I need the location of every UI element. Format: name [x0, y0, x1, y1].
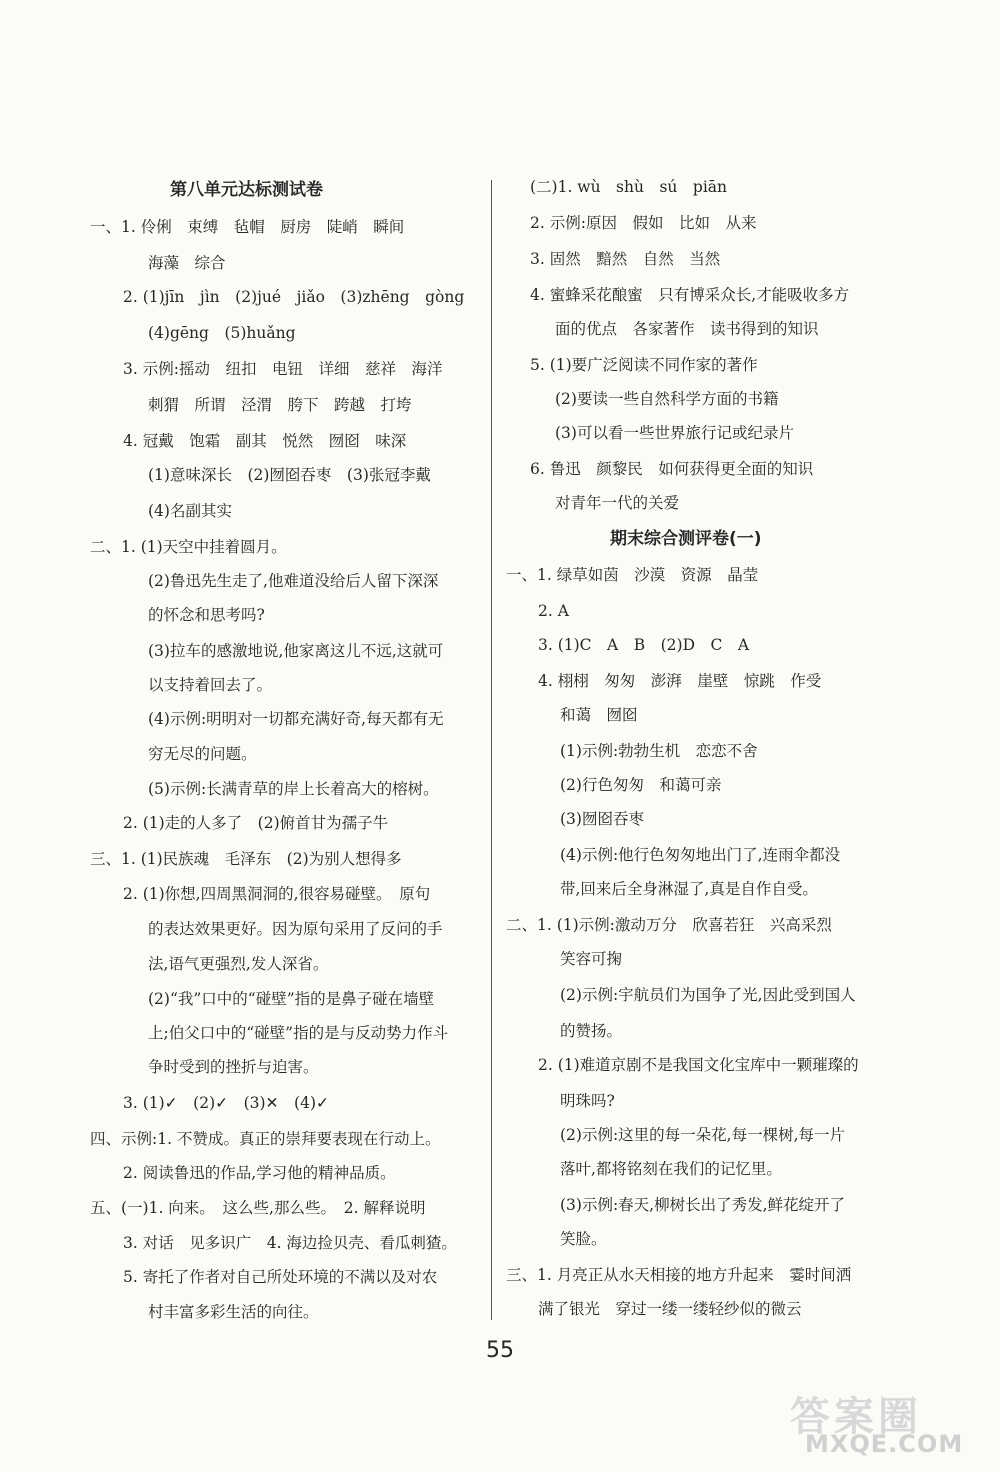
answer-line: 4. 蜜蜂采花酿蜜 只有博采众长,才能吸收多方	[530, 286, 850, 304]
answer-line: 上;伯父口中的“碰壁”指的是与反动势力作斗	[148, 1024, 449, 1042]
answer-line: 穷无尽的问题。	[148, 745, 257, 763]
answer-line: 2. (1)你想,四周黑洞洞的,很容易碰壁。 原句	[123, 885, 431, 903]
answer-line: (2)要读一些自然科学方面的书籍	[555, 390, 779, 408]
watermark-url: MXQE.COM	[805, 1430, 964, 1458]
answer-line: 海藻 综合	[148, 254, 226, 272]
answer-line: 一、1. 伶俐 束缚 毡帽 厨房 陡峭 瞬间	[90, 218, 405, 236]
answer-line: 满了银光 穿过一缕一缕轻纱似的微云	[538, 1300, 802, 1318]
answer-line: (3)可以看一些世界旅行记或纪录片	[555, 424, 794, 442]
answer-line: 的赞扬。	[560, 1022, 623, 1040]
answer-line: 2. 示例:原因 假如 比如 从来	[530, 214, 757, 232]
answer-line: 5. 寄托了作者对自己所处环境的不满以及对农	[123, 1268, 438, 1286]
answer-line: 3. 示例:摇动 纽扣 电钮 详细 慈祥 海洋	[123, 360, 443, 378]
answer-line: 5. (1)要广泛阅读不同作家的著作	[530, 356, 758, 374]
column-divider	[491, 180, 492, 1320]
answer-line: (4)名副其实	[148, 502, 232, 520]
answer-line: 一、1. 绿草如茵 沙漠 资源 晶莹	[506, 566, 759, 584]
answer-line: 法,语气更强烈,发人深省。	[148, 955, 329, 973]
answer-line: (2)行色匆匆 和蔼可亲	[560, 776, 722, 794]
answer-line: (4)gēng (5)huǎng	[148, 324, 296, 342]
answer-line: 面的优点 各家著作 读书得到的知识	[555, 320, 819, 338]
answer-line: (2)示例:这里的每一朵花,每一棵树,每一片	[560, 1126, 846, 1144]
answer-line: 2. A	[538, 602, 569, 620]
answer-line: 以支持着回去了。	[148, 676, 273, 694]
answer-line: 三、1. (1)民族魂 毛泽东 (2)为别人想得多	[90, 850, 402, 868]
answer-line: 3. (1)C A B (2)D C A	[538, 636, 750, 654]
answer-line: 2. 阅读鲁迅的作品,学习他的精神品质。	[123, 1164, 396, 1182]
answer-line: (4)示例:明明对一切都充满好奇,每天都有无	[148, 710, 444, 728]
answer-line: 村丰富多彩生活的向往。	[148, 1303, 319, 1321]
watermark-logo: 答案圈	[790, 1394, 922, 1440]
answer-line: 4. 栩栩 匆匆 澎湃 崖壁 惊跳 作受	[538, 672, 822, 690]
answer-line: 的怀念和思考吗?	[148, 606, 265, 624]
answer-line: 明珠吗?	[560, 1092, 615, 1110]
answer-line: 五、(一)1. 向来。 这么些,那么些。 2. 解释说明	[90, 1199, 426, 1217]
answer-line: (3)囫囵吞枣	[560, 810, 644, 828]
answer-line: 争时受到的挫折与迫害。	[148, 1058, 319, 1076]
answer-line: (5)示例:长满青草的岸上长着高大的榕树。	[148, 780, 439, 798]
answer-line: (2)“我”口中的“碰壁”指的是鼻子碰在墙壁	[148, 990, 435, 1008]
section-title-final-exam: 期末综合测评卷(一)	[610, 529, 762, 549]
answer-line: 6. 鲁迅 颜黎民 如何获得更全面的知识	[530, 460, 814, 478]
answer-line: 落叶,都将铭刻在我们的记忆里。	[560, 1160, 782, 1178]
answer-line: 二、1. (1)天空中挂着圆月。	[90, 538, 287, 556]
answer-line: 对青年一代的关爱	[555, 494, 680, 512]
answer-line: 的表达效果更好。因为原句采用了反问的手	[148, 920, 443, 938]
answer-line: 四、示例:1. 不赞成。真正的崇拜要表现在行动上。	[90, 1130, 441, 1148]
answer-line: 刺猬 所谓 泾渭 胯下 跨越 打垮	[148, 396, 412, 414]
answer-line: (二)1. wù shù sú piān	[530, 178, 728, 196]
answer-line: 笑容可掬	[560, 950, 623, 968]
answer-line: (2)鲁迅先生走了,他难道没给后人留下深深	[148, 572, 439, 590]
answer-line: 三、1. 月亮正从水天相接的地方升起来 霎时间洒	[506, 1266, 852, 1284]
answer-line: (1)示例:勃勃生机 恋恋不舍	[560, 742, 758, 760]
answer-line: 3. 固然 黯然 自然 当然	[530, 250, 721, 268]
answer-line: 2. (1)走的人多了 (2)俯首甘为孺子牛	[123, 814, 389, 832]
answer-line: (3)拉车的感激地说,他家离这儿不远,这就可	[148, 642, 444, 660]
answer-line: 带,回来后全身淋湿了,真是自作自受。	[560, 880, 818, 898]
answer-line: (3)示例:春天,柳树长出了秀发,鲜花绽开了	[560, 1196, 846, 1214]
page-number: 55	[486, 1338, 514, 1363]
answer-line: 2. (1)jīn jìn (2)jué jiǎo (3)zhēng gòng	[123, 288, 465, 306]
answer-line: (4)示例:他行色匆匆地出门了,连雨伞都没	[560, 846, 841, 864]
answer-line: 和蔼 囫囵	[560, 706, 638, 724]
answer-line: 笑脸。	[560, 1230, 607, 1248]
answer-line: 4. 冠戴 饱霜 副其 悦然 囫囵 味深	[123, 432, 407, 450]
answer-line: (2)示例:宇航员们为国争了光,因此受到国人	[560, 986, 856, 1004]
answer-line: 2. (1)难道京剧不是我国文化宝库中一颗璀璨的	[538, 1056, 859, 1074]
answer-line: 二、1. (1)示例:激动万分 欣喜若狂 兴高采烈	[506, 916, 832, 934]
answer-line: 3. (1)✓ (2)✓ (3)✕ (4)✓	[123, 1094, 329, 1112]
section-title-unit8: 第八单元达标测试卷	[170, 180, 323, 200]
answer-line: (1)意味深长 (2)囫囵吞枣 (3)张冠李戴	[148, 466, 431, 484]
answer-line: 3. 对话 见多识广 4. 海边捡贝壳、看瓜刺猹。	[123, 1234, 457, 1252]
